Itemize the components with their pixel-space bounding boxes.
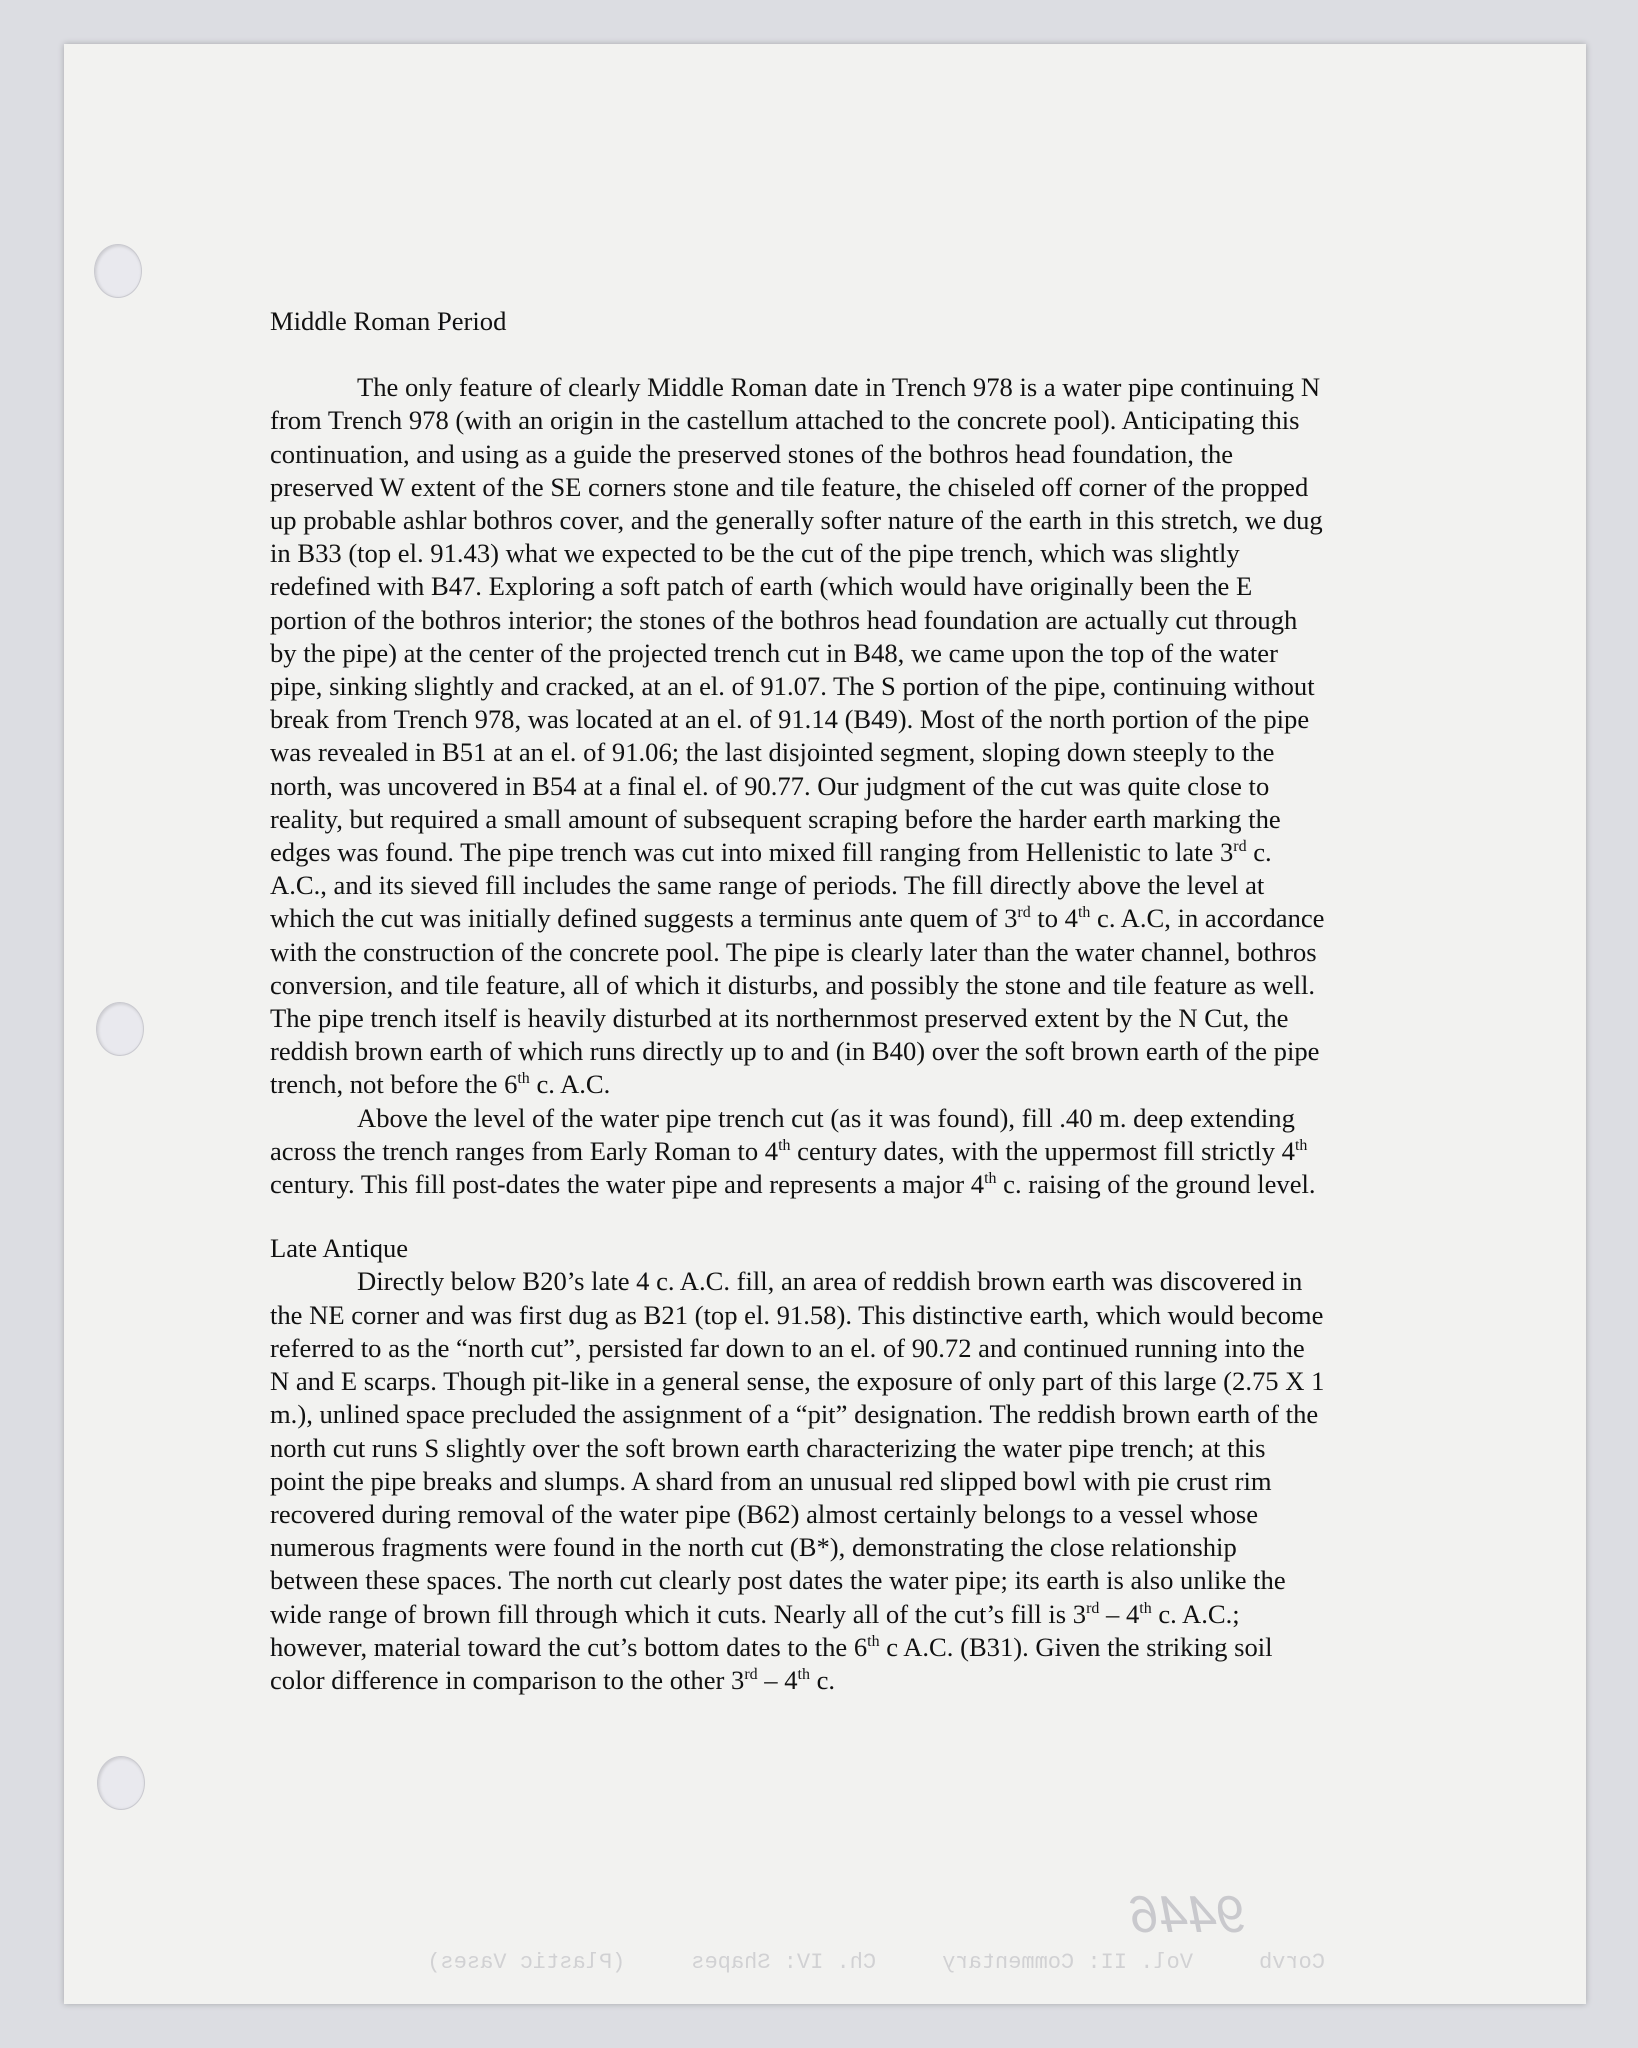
punch-hole (97, 1756, 145, 1810)
paragraph-north-cut: Directly below B20’s late 4 c. A.C. fill, an area of reddish brown earth was discovered in the NE corner and was first dug as B21 (top el. 91.58). This distinctive earth, which would become referred to as the “north cut”, persisted far down to an el. of 90.72 and continued running into the N and E scarps. Though pit-like in a general sense, the exposure of only part of this large (2.75 X 1 m.), unlined space precluded the assignment of a “pit” designation. The reddish brown earth of the north cut runs S slightly over the soft brown earth characterizing the water pipe trench; at this point the pipe breaks and slumps. A shard from an unusual red slipped bowl with pie crust rim recovered during removal of the water pipe (B62) almost certainly belongs to a vessel whose numerous fragments were found in the north cut (B*), demonstrating the close relationship between these spaces. The north cut clearly post dates the water pipe; its earth is also unlike the wide range of brown fill through which it cuts. Nearly all of the cut’s fill is 3rd – 4th c. A.C.; however, material toward the cut’s bottom dates to the 6th c A.C. (B31). Given the striking soil color difference in comparison to the other 3rd – 4th c. (270, 1266, 1325, 1695)
section-heading-late-antique: Late Antique (270, 1233, 409, 1264)
document-body (270, 305, 1325, 1697)
show-through-page-number: 9446 (1130, 1886, 1246, 1944)
paragraph-fill-above-trench: Above the level of the water pipe trench cut (as it was found), fill .40 m. deep extending across the trench ranges from Early Roman to 4th century dates, with the uppermost fill strictly 4th century. This fill post-dates the water pipe and represents a major 4th c. raising of the ground level. (270, 1102, 1316, 1200)
paragraph-water-pipe: The only feature of clearly Middle Roman date in Trench 978 is a water pipe continuing N from Trench 978 (with an origin in the castellum attached to the concrete pool). Anticipating this continuation, and using as a guide the preserved stones of the bothros head foundation, the preserved W extent of the SE corners stone and tile feature, the chiseled off corner of the propped up probable ashlar bothros cover, and the generally softer nature of the earth in this stretch, we dug in B33 (top el. 91.43) what we expected to be the cut of the pipe trench, which was slightly redefined with B47. Exploring a soft patch of earth (which would have originally been the E portion of the bothros interior; the stones of the bothros head foundation are actually cut through by the pipe) at the center of the projected trench cut in B48, we came upon the top of the water pipe, sinking slightly and cracked, at an el. of 91.07. The S portion of the pipe, continuing without break from Trench 978, was located at an el. of 91.14 (B49). Most of the north portion of the pipe was revealed in B51 at an el. of 91.06; the last disjointed segment, sloping down steeply to the north, was uncovered in B54 at a final el. of 90.77. Our judgment of the cut was quite close to reality, but required a small amount of subsequent scraping before the harder earth marking the edges was found. The pipe trench was cut into mixed fill ranging from Hellenistic to late 3rd c. A.C., and its sieved fill includes the same range of periods. The fill directly above the level at which the cut was initially defined suggests a terminus ante quem of 3rd to 4th c. A.C, in accordance with the construction of the concrete pool. The pipe is clearly later than the water channel, bothros conversion, and tile feature, all of which it disturbs, and possibly the stone and tile feature as well. The pipe trench itself is heavily disturbed at its northernmost preserved extent by the N Cut, the reddish brown earth of which runs directly up to and (in B40) over the soft brown earth of the pipe trench, not before the 6th c. A.C. (270, 372, 1325, 1100)
punch-hole (96, 1002, 144, 1056)
show-through-footer: Corvb Vol. II: Commentary Ch. IV: Shapes (Plastic Vases) (427, 1950, 1325, 1975)
punch-hole (94, 244, 142, 298)
section-heading-middle-roman: Middle Roman Period (270, 306, 507, 336)
